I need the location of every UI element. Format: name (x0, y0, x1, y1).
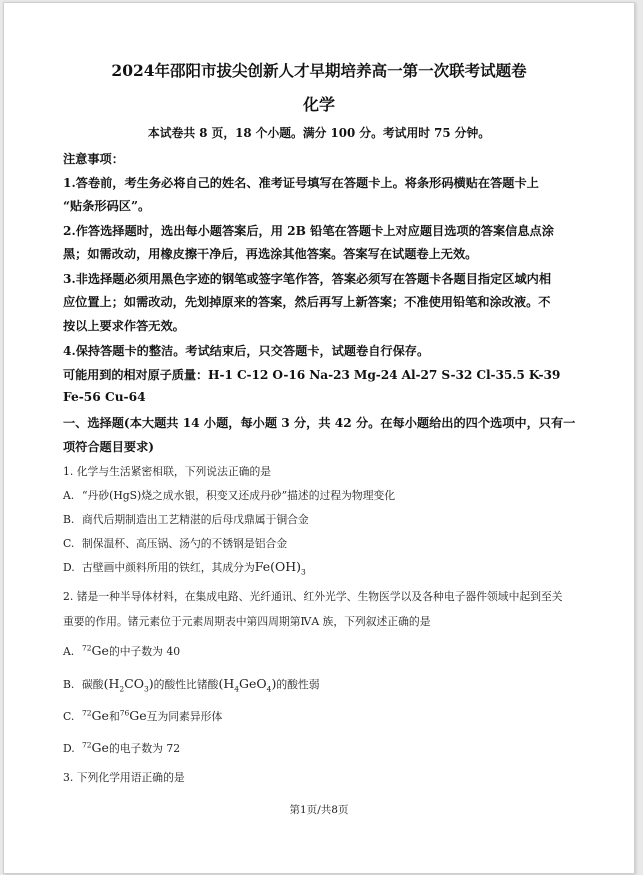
question-1-option-b (63, 512, 309, 527)
formula-subscript: 2 (119, 684, 125, 694)
notes-heading: 注意事项： (63, 152, 124, 166)
question-2-option-a (63, 643, 180, 659)
element-symbol: Ge (91, 643, 109, 658)
option-text: 和 (108, 710, 120, 723)
question-1-option-c (63, 536, 287, 551)
option-text: 制保温杯、高压锅、汤勺的不锈钢是铝合金 (82, 537, 288, 550)
formula-h4geo4: $(H_4GeO_4)$ (218, 676, 277, 694)
question-2-option-b (63, 676, 320, 694)
option-label: B. (63, 513, 75, 526)
question-1-option-a (63, 488, 395, 503)
note-2-line-2: 黑；如需改动，用橡皮擦干净后，再选涂其他答案。答案写在试题卷上无效。 (63, 247, 478, 261)
formula-base: GeO (239, 676, 267, 691)
option-label: C. (63, 537, 75, 550)
note-3-line-1: 3.非选择题必须用黑色字迹的钢笔或签字笔作答，答案必须写在答题卡各题目指定区域内相 (63, 272, 552, 286)
formula-base: H (108, 676, 120, 691)
note-1-line-2: “贴条形码区”。 (63, 199, 151, 213)
note-4: 4.保持答题卡的整洁。考试结束后，只交答题卡，试题卷自行保存。 (63, 344, 430, 358)
exam-subject: 化学 (302, 95, 335, 114)
option-text: 的电子数为 72 (108, 742, 181, 755)
option-text: 的酸性比锗酸 (153, 678, 219, 691)
section-title-line-1: 一、选择题(本大题共 14 小题，每小题 3 分，共 42 分。在每小题给出的四个选项中，只有一 (63, 416, 576, 430)
element-symbol: Ge (91, 740, 109, 755)
exam-page (3, 2, 635, 874)
option-label: D. (63, 742, 75, 755)
note-2-line-1: 2.作答选择题时，选出每小题答案后，用 2B 铅笔在答题卡上对应题目选项的答案信息点涂 (63, 224, 554, 238)
option-text: 古壁画中颜料所用的铁红，其成分为 (82, 561, 255, 574)
note-1-line-1: 1.答卷前，考生务必将自己的姓名、准考证号填写在答题卡上。将条形码横贴在答题卡上 (63, 176, 539, 190)
option-label: D. (63, 561, 75, 574)
page-footer: 第1页/共8页 (289, 804, 349, 816)
element-symbol: Ge (91, 708, 109, 723)
formula-base: H (223, 676, 235, 691)
question-1-option-d (63, 559, 306, 577)
option-text: 的中子数为 40 (108, 645, 181, 658)
option-text: 互为同素异形体 (146, 710, 223, 723)
question-2-option-c (63, 708, 222, 724)
question-2-stem-line-2: 重要的作用。锗元素位于元素周期表中第四周期第ⅣA 族，下列叙述正确的是 (63, 615, 431, 628)
formula-subscript: 4 (234, 684, 240, 694)
exam-title: 2024年邵阳市拔尖创新人才早期培养高一第一次联考试题卷 (111, 61, 527, 80)
formula-subscript: 4 (266, 684, 272, 694)
formula-base: Fe(OH) (254, 559, 302, 574)
element-symbol: Ge (129, 708, 147, 723)
atomic-masses-line-1: 可能用到的相对原子质量：H-1 C-12 O-16 Na-23 Mg-24 Al-27 S-32 Cl-35.5 K-39 (63, 368, 561, 382)
section-title-line-2: 项符合题目要求) (63, 440, 155, 454)
option-text: 的酸性弱 (276, 678, 320, 691)
mass-number: 76 (119, 708, 130, 718)
atomic-masses-line-2: Fe-56 Cu-64 (63, 390, 146, 404)
question-1-stem: 1. 化学与生活紧密相联，下列说法正确的是 (63, 465, 272, 478)
mass-number: 72 (82, 740, 92, 750)
exam-info: 本试卷共 8 页，18 个小题。满分 100 分。考试用时 75 分钟。 (147, 126, 491, 140)
formula-fe-oh (254, 559, 306, 577)
mass-number: 72 (82, 643, 92, 653)
formula-base: CO (124, 676, 144, 691)
option-text: 碳酸 (82, 678, 104, 691)
option-label: C. (63, 710, 75, 723)
mass-number: 72 (82, 708, 92, 718)
option-text: 商代后期制造出工艺精湛的后母戊鼎属于铜合金 (82, 513, 309, 526)
question-2-stem-line-1: 2. 锗是一种半导体材料，在集成电路、光纤通讯、红外光学、生物医学以及各种电子器件领域中起到至关 (63, 590, 563, 603)
option-label: A. (63, 645, 75, 658)
option-text: “丹砂(HgS)烧之成水银，积变又还成丹砂”描述的过程为物理变化 (82, 489, 396, 502)
formula-subscript: 3 (301, 567, 306, 577)
option-label: A. (63, 489, 75, 502)
note-3-line-3: 按以上要求作答无效。 (63, 319, 185, 333)
question-2-option-d (63, 740, 180, 756)
option-label: B. (63, 678, 75, 691)
note-3-line-2: 应位置上；如需改动，先划掉原来的答案，然后再写上新答案；不准使用铅笔和涂改液。不 (63, 295, 551, 309)
formula-h2co3: $(H_2CO_3)$ (103, 676, 154, 694)
question-3-stem: 3. 下列化学用语正确的是 (63, 771, 185, 784)
formula-subscript: 3 (143, 684, 149, 694)
